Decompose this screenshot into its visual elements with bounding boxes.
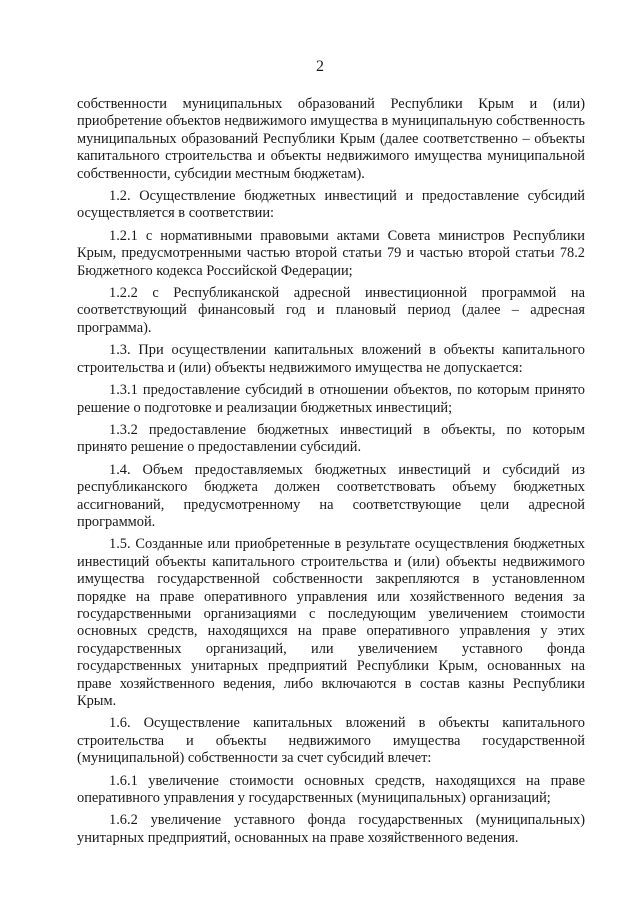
paragraph-1-3-1: 1.3.1 предоставление субсидий в отношении объектов, по которым принято решение о подготовке и реализации бюджетных инвестиций; — [77, 382, 585, 416]
paragraph-1-6-1: 1.6.1 увеличение стоимости основных средств, находящихся на праве оперативного управления у государственных (муниципальных) организаций; — [77, 772, 585, 807]
paragraph-1-6-2: 1.6.2 увеличение уставного фонда государственных (муниципальных) унитарных предприятий, основанных на праве хозяйственного ведения. — [77, 812, 585, 846]
page-number: 2 — [316, 58, 324, 75]
paragraph-1-3-2: 1.3.2 предоставление бюджетных инвестиций в объекты, по которым принято решение о предоставлении субсидий. — [77, 421, 585, 456]
paragraph-1-2-1: 1.2.1 с нормативными правовыми актами Совета министров Республики Крым, предусмотренными частью второй статьи 79 и частью второй статьи 78.2 Бюджетного кодекса Российской Федерации; — [77, 227, 585, 279]
paragraph-1-3: 1.3. При осуществлении капитальных вложений в объекты капитального строительства и (или) объекты недвижимого имущества не допускается: — [77, 342, 585, 376]
paragraph-1-2-2: 1.2.2 с Республиканской адресной инвестиционной программой на соответствующий финансовый год и плановый период (далее – адресная программа). — [77, 285, 585, 336]
paragraph-1-5: 1.5. Созданные или приобретенные в результате осуществления бюджетных инвестиций объекты капитального строительства и (или) объекты недвижимого имущества государственной собственности закрепляются в установленном порядке на праве оперативного управления или хозяйственного ведения за государственными организациями с последующим увеличением стоимости основных средств, находящихся на праве оперативного управления у этих государственных организаций, или увеличением уставного фонда государственных унитарных предприятий Республики Крым, основанных на праве хозяйственного ведения, либо включаются в состав казны Республики Крым. — [77, 536, 585, 709]
paragraph-1-2: 1.2. Осуществление бюджетных инвестиций и предоставление субсидий осуществляется в соответствии: — [77, 188, 585, 222]
paragraph-continuation: собственности муниципальных образований Республики Крым и (или) приобретение объектов недвижимого имущества в муниципальную собственность муниципальных образований Республики Крым (далее соответственно – объекты капитального строительства и объекты недвижимого имущества муниципальной собственности, субсидии местным бюджетам). — [77, 96, 585, 182]
document-body — [77, 96, 585, 852]
paragraph-1-4: 1.4. Объем предоставляемых бюджетных инвестиций и субсидий из республиканского бюджета должен соответствовать объему бюджетных ассигнований, предусмотренному на соответствующие цели адресной программой. — [77, 461, 585, 530]
paragraph-1-6: 1.6. Осуществление капитальных вложений в объекты капитального строительства и объекты недвижимого имущества государственной (муниципальной) собственности за счет субсидий влечет: — [77, 715, 585, 767]
